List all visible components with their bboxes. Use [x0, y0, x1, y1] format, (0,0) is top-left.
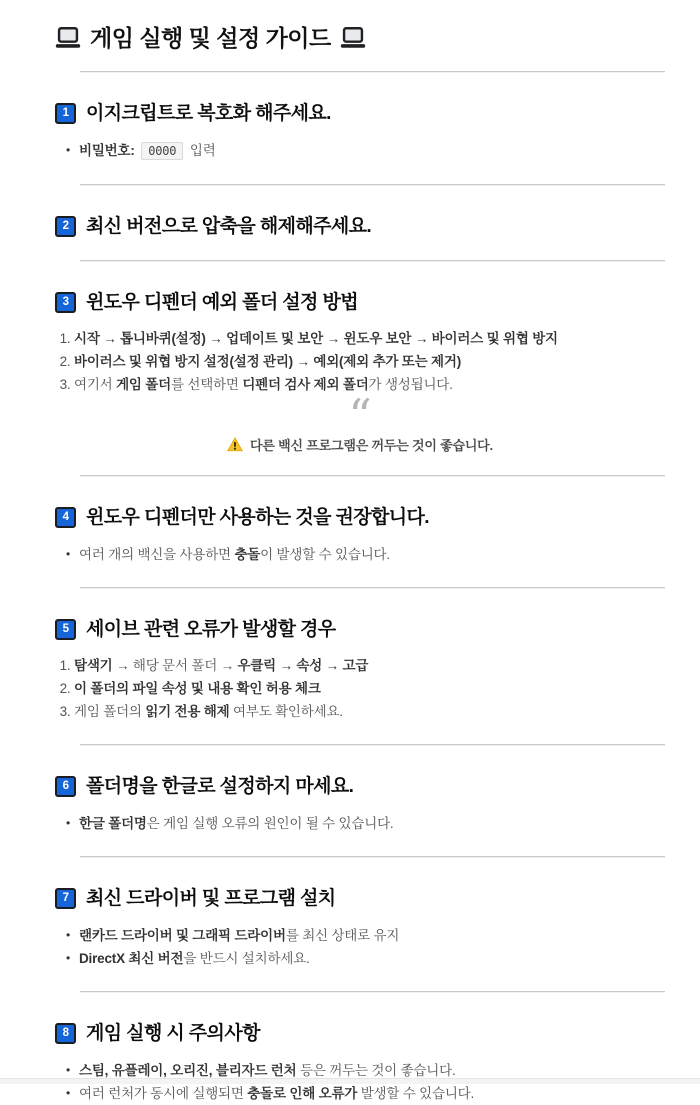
bullet-list: [55, 812, 665, 835]
section-number-badge: 3: [55, 292, 76, 313]
step-item: 3. 여기서 게임 폴더를 선택하면 디펜더 검사 제외 폴더가 생성됩니다.: [74, 373, 665, 396]
next-block-edge: [0, 1078, 700, 1084]
section-heading-text: 윈도우 디펜더만 사용하는 것을 권장합니다.: [86, 506, 429, 528]
list-item: • 여러 개의 백신을 사용하면 충돌이 발생할 수 있습니다.: [79, 543, 665, 566]
step-item: 1. 탐색기 → 해당 문서 폴더 → 우클릭 → 속성 → 고급: [74, 654, 665, 677]
step-item: 2. 바이러스 및 위협 방지 설정(설정 관리) → 예외(제외 추가 또는 제거): [74, 350, 665, 373]
section-number-badge: 5: [55, 619, 76, 640]
section-heading: [55, 618, 665, 642]
section-divider: [80, 71, 665, 73]
section-heading-text: 게임 실행 시 주의사항: [86, 1022, 260, 1044]
blockquote: [55, 388, 665, 454]
list-item: • 랜카드 드라이버 및 그래픽 드라이버를 최신 상태로 유지: [79, 924, 665, 947]
section-heading: [55, 291, 665, 315]
section-divider: [80, 744, 665, 746]
step-item: 2. 이 폴더의 파일 속성 및 내용 확인 허용 체크: [74, 677, 665, 700]
section-3: [55, 291, 665, 454]
section-number-badge: 6: [55, 776, 76, 797]
section-heading-text: 최신 버전으로 압축을 해제해주세요.: [86, 215, 372, 237]
section-heading: [55, 215, 665, 239]
section-number-badge: 1: [55, 103, 76, 124]
section-number-badge: 4: [55, 507, 76, 528]
section-5: [55, 618, 665, 723]
warning-note: [55, 435, 665, 454]
quote-mark: “: [348, 388, 372, 443]
section-2: [55, 215, 665, 239]
list-item: • 여러 런처가 동시에 실행되면 충돌로 인해 오류가 발생할 수 있습니다.: [79, 1082, 665, 1105]
section-heading: [55, 887, 665, 911]
section-1: [55, 102, 665, 163]
section-heading: [55, 775, 665, 799]
list-item: • 한글 폴더명은 게임 실행 오류의 원인이 될 수 있습니다.: [79, 812, 665, 835]
list-item: • DirectX 최신 버전을 반드시 설치하세요.: [79, 947, 665, 970]
section-divider: [80, 856, 665, 858]
section-heading: [55, 506, 665, 530]
section-divider: [80, 475, 665, 477]
section-divider: [80, 260, 665, 262]
list-item: • 스팀, 유플레이, 오리진, 블리자드 런처 등은 꺼두는 것이 좋습니다.: [79, 1059, 665, 1082]
section-heading: [55, 1022, 665, 1046]
laptop-icon: [340, 27, 366, 49]
step-list: [55, 654, 665, 723]
warning-text: 다른 백신 프로그램은 꺼두는 것이 좋습니다.: [250, 437, 493, 453]
section-number-badge: 8: [55, 1023, 76, 1044]
bullet-list: [55, 924, 665, 970]
section-divider: [80, 587, 665, 589]
laptop-icon: [55, 27, 81, 49]
section-4: [55, 506, 665, 566]
section-8: [55, 1022, 665, 1105]
section-divider: [80, 991, 665, 993]
section-7: [55, 887, 665, 970]
bullet-list: [55, 543, 665, 566]
step-item: 1. 시작 → 톱니바퀴(설정) → 업데이트 및 보안 → 윈도우 보안 → 바이러스 및 위협 방지: [74, 327, 665, 350]
section-heading: [55, 102, 665, 126]
section-heading-text: 최신 드라이버 및 프로그램 설치: [86, 887, 336, 909]
page-title-text: 게임 실행 및 설정 가이드: [90, 25, 331, 52]
page-title: [55, 21, 665, 55]
section-heading-text: 폴더명을 한글로 설정하지 마세요.: [86, 775, 354, 797]
section-number-badge: 2: [55, 216, 76, 237]
section-divider: [80, 184, 665, 186]
section-heading-text: 이지크립트로 복호화 해주세요.: [86, 102, 331, 124]
warning-triangle-icon: [227, 437, 243, 452]
section-heading-text: 윈도우 디펜더 예외 폴더 설정 방법: [86, 291, 358, 313]
bullet-list: [55, 139, 665, 163]
step-list: [55, 327, 665, 396]
section-6: [55, 775, 665, 835]
section-number-badge: 7: [55, 888, 76, 909]
section-heading-text: 세이브 관련 오류가 발생할 경우: [86, 618, 336, 640]
step-item: 3. 게임 폴더의 읽기 전용 해제 여부도 확인하세요.: [74, 700, 665, 723]
list-item: • 비밀번호: 0000 입력: [79, 139, 665, 163]
